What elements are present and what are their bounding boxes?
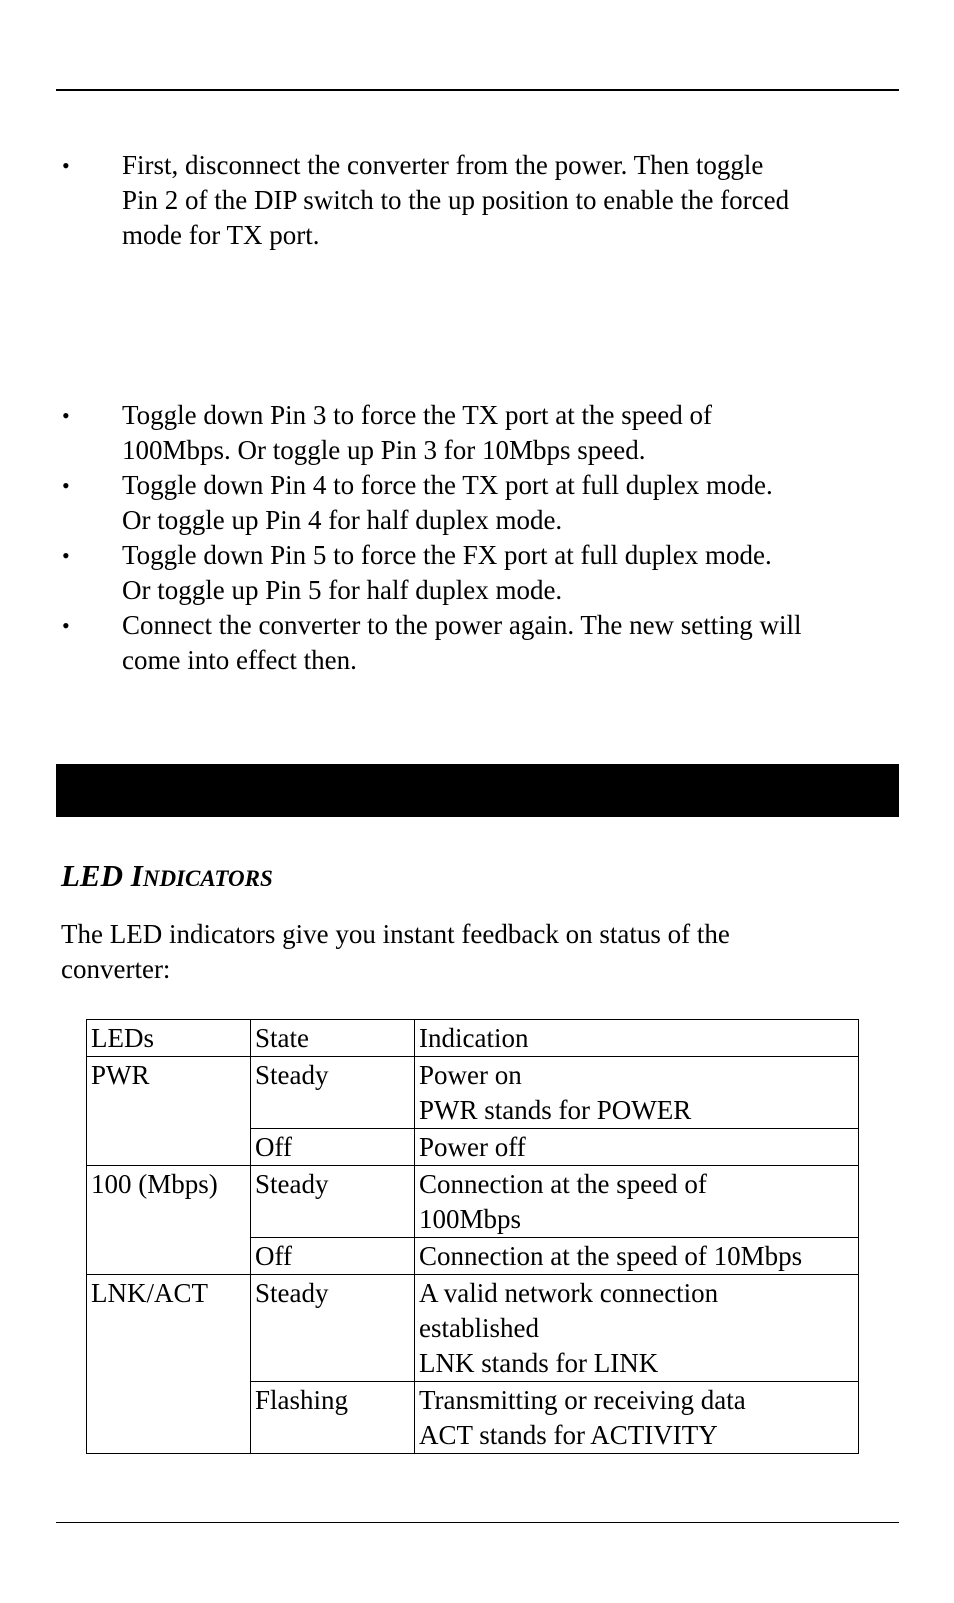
section-heading — [61, 856, 273, 899]
bullet-text-line: Toggle down Pin 5 to force the FX port at full duplex mode. — [122, 540, 772, 570]
bullet-icon: • — [62, 473, 70, 498]
indication-line: Connection at the speed of — [419, 1169, 707, 1199]
intro-paragraph — [61, 917, 881, 987]
led-indicator-table — [86, 1019, 859, 1454]
state-cell: Steady — [251, 1057, 415, 1129]
footer-rule — [56, 1522, 899, 1523]
heading-caps: LED I — [61, 858, 143, 893]
indication-line: Power off — [419, 1132, 526, 1162]
state-cell: Off — [251, 1238, 415, 1275]
table-row — [87, 1166, 859, 1238]
heading-small-caps: NDICATORS — [142, 866, 273, 891]
bullet-list-pin-settings — [56, 398, 906, 678]
header-cell: Indication — [415, 1020, 859, 1057]
bullet-item — [56, 148, 906, 253]
state-cell: Flashing — [251, 1382, 415, 1454]
bullet-icon: • — [62, 153, 70, 178]
bullet-text-line: First, disconnect the converter from the power. Then toggle — [122, 150, 764, 180]
bullet-text-line: 100Mbps. Or toggle up Pin 3 for 10Mbps speed. — [122, 435, 646, 465]
intro-line: The LED indicators give you instant feedback on status of the — [61, 919, 730, 949]
indication-line: Power on — [419, 1060, 522, 1090]
indication-line: ACT stands for ACTIVITY — [419, 1420, 718, 1450]
bullet-text-line: Or toggle up Pin 5 for half duplex mode. — [122, 575, 563, 605]
header-rule — [56, 89, 899, 91]
bullet-text-line: Pin 2 of the DIP switch to the up position to enable the forced — [122, 185, 790, 215]
bullet-icon: • — [62, 613, 70, 638]
bullet-text-line: Toggle down Pin 3 to force the TX port at the speed of — [122, 400, 712, 430]
header-cell: LEDs — [87, 1020, 251, 1057]
indication-cell — [415, 1057, 859, 1129]
bullet-text-line: come into effect then. — [122, 645, 357, 675]
indication-cell — [415, 1129, 859, 1166]
indication-line: PWR stands for POWER — [419, 1095, 692, 1125]
section-title-bar — [56, 764, 899, 817]
indication-line: established — [419, 1313, 539, 1343]
bullet-icon: • — [62, 403, 70, 428]
state-cell: Steady — [251, 1166, 415, 1238]
bullet-item — [56, 538, 906, 608]
indication-line: Transmitting or receiving data — [419, 1385, 746, 1415]
led-cell: LNK/ACT — [87, 1275, 251, 1454]
bullet-text-line: mode for TX port. — [122, 220, 320, 250]
bullet-text-line: Connect the converter to the power again. The new setting will — [122, 610, 802, 640]
indication-line: A valid network connection — [419, 1278, 719, 1308]
indication-cell — [415, 1166, 859, 1238]
bullet-icon: • — [62, 543, 70, 568]
led-cell: PWR — [87, 1057, 251, 1166]
bullet-list-dip-switch — [56, 148, 906, 253]
header-cell: State — [251, 1020, 415, 1057]
indication-line: Connection at the speed of 10Mbps — [419, 1241, 803, 1271]
bullet-item — [56, 468, 906, 538]
bullet-item — [56, 608, 906, 678]
indication-cell — [415, 1382, 859, 1454]
indication-cell — [415, 1238, 859, 1275]
indication-line: LNK stands for LINK — [419, 1348, 659, 1378]
table-header-row — [87, 1020, 859, 1057]
state-cell: Steady — [251, 1275, 415, 1382]
table-row — [87, 1275, 859, 1382]
table-row — [87, 1057, 859, 1129]
led-cell: 100 (Mbps) — [87, 1166, 251, 1275]
bullet-text-line: Or toggle up Pin 4 for half duplex mode. — [122, 505, 563, 535]
intro-line: converter: — [61, 954, 171, 984]
bullet-item — [56, 398, 906, 468]
state-cell: Off — [251, 1129, 415, 1166]
bullet-text-line: Toggle down Pin 4 to force the TX port at full duplex mode. — [122, 470, 773, 500]
indication-line: 100Mbps — [419, 1204, 522, 1234]
indication-cell — [415, 1275, 859, 1382]
